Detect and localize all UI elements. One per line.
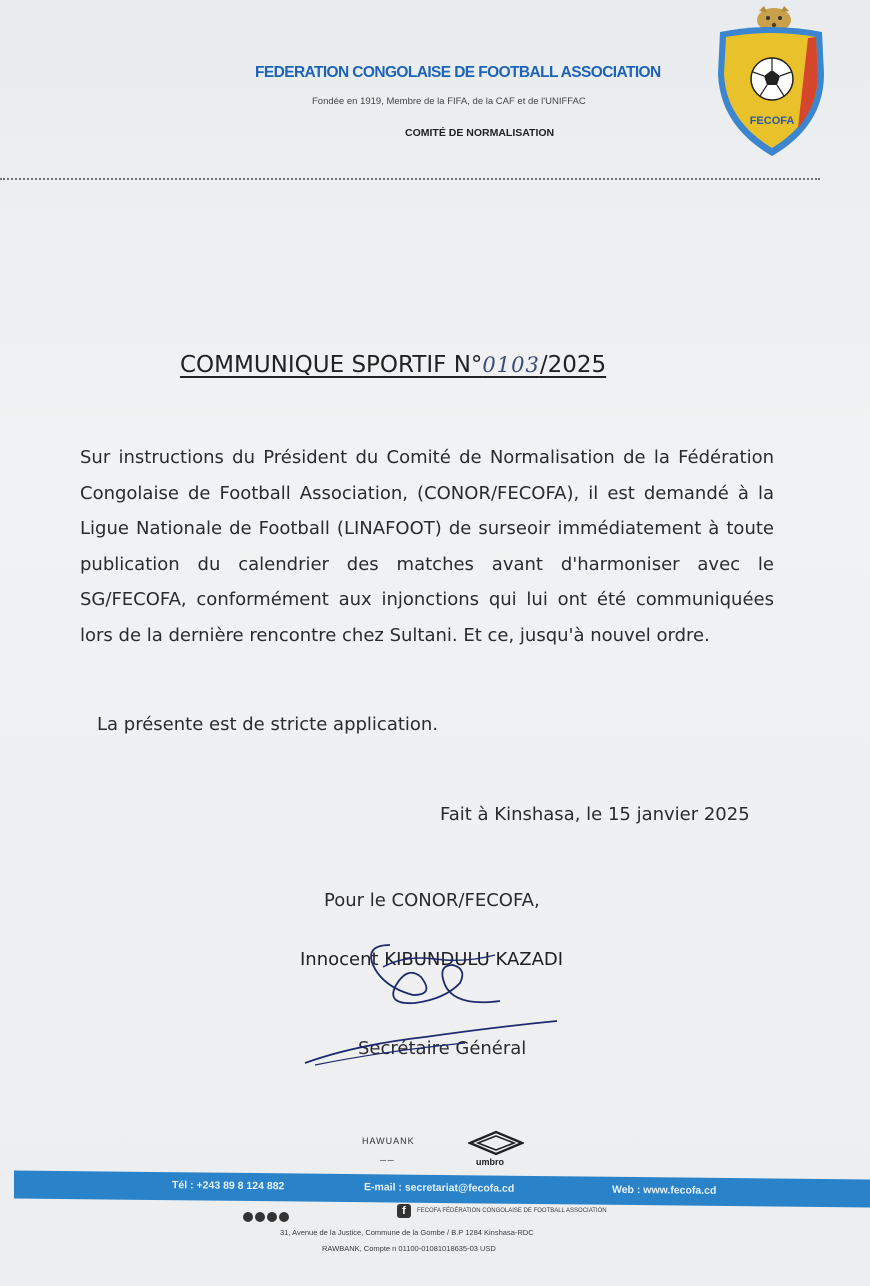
committee-name: COMITÉ DE NORMALISATION [405,127,555,139]
social-icons [243,1206,291,1225]
umbro-logo-icon [468,1130,524,1156]
communique-number: 0103 [482,353,540,377]
communique-body: Sur instructions du Président du Comité de Normalisation de la Fédération Congolaise de Football Association, (CONOR/FECOFA), il est demandé à la Ligue Nationale de Football (LINAFOOT) de surseoir immédiatement à toute publication du calendrier des matches avant d'harmoniser avec le SG/FECOFA, conformément aux injonctions qui lui ont été communiquées lors de la dernière rencontre chez Sultani. Et ce, jusqu'à nouvel ordre. [80,447,774,646]
signatory-organization: Pour le CONOR/FECOFA, [324,890,540,911]
sponsor-hawuank-underline: ━━ ━━ [380,1158,394,1164]
logo-text: FECOFA [749,115,795,127]
footer-contact-band [14,1171,870,1208]
sponsor-hawuank: HAWUANK [362,1136,415,1146]
founded-line: Fondée en 1919, Membre de la FIFA, de la CAF et de l'UNIFFAC [312,96,586,107]
footer-bank: RAWBANK, Compte n 01100-01081018635-03 USD [322,1244,496,1253]
communique-title: COMMUNIQUE SPORTIF N°0103/2025 [180,352,607,378]
footer-web: Web : www.fecofa.cd [612,1183,717,1197]
signatory-name: Innocent KIBUNDULU KAZADI [300,949,564,970]
social-dot-icon [243,1212,253,1222]
fecofa-logo [712,4,830,160]
signatory-role: Secrétaire Général [358,1038,527,1059]
footer-phone: Tél : +243 89 8 124 882 [172,1179,285,1193]
header-divider [0,178,820,180]
closing-line: La présente est de stricte application. [97,714,439,735]
social-dot-icon [279,1212,289,1222]
footer-social-handle: FECOFA FÉDÉRATION CONGOLAISE DE FOOTBALL ASSOCIATION [417,1208,607,1214]
place-and-date: Fait à Kinshasa, le 15 janvier 2025 [440,804,750,825]
footer-email: E-mail : secretariat@fecofa.cd [364,1181,515,1195]
facebook-icon: f [397,1204,411,1218]
organization-name: FEDERATION CONGOLAISE DE FOOTBALL ASSOCIATION [255,64,661,81]
social-dot-icon [255,1212,265,1222]
footer-address: 31, Avenue de la Justice, Commune de la Gombe / B.P 1284 Kinshasa-RDC [280,1228,534,1237]
sponsor-umbro: umbro [476,1157,504,1167]
social-dot-icon [267,1212,277,1222]
handwritten-signature [295,925,565,1075]
